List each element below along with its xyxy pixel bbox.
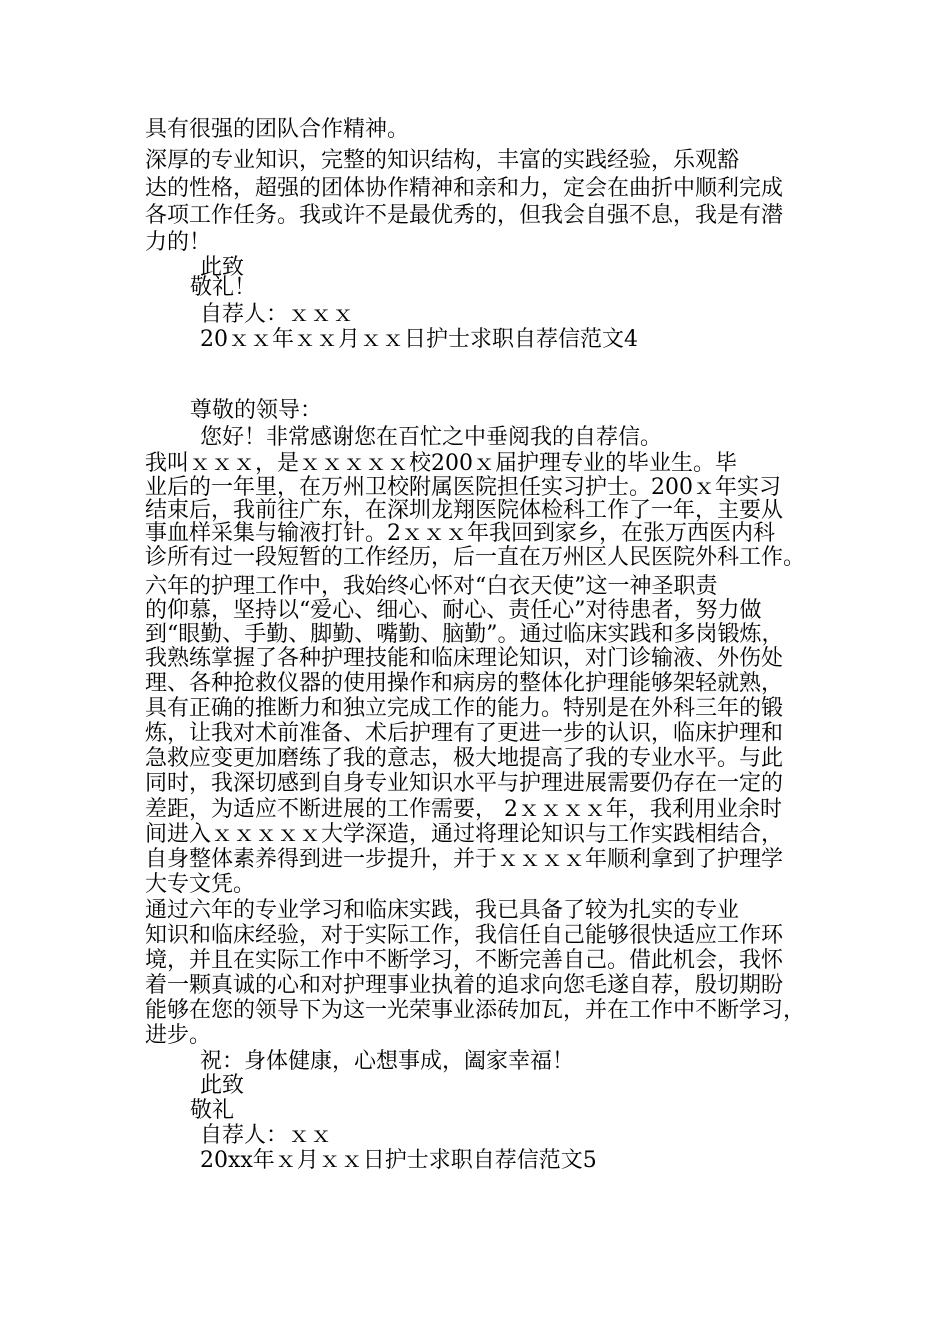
body-line: 间进入ｘｘｘｘｘ大学深造，通过将理论知识与工作实践相结合， [145,822,784,847]
body-line: 六年的护理工作中，我始终心怀对“白衣天使”这一神圣职责 [145,574,718,599]
body-line: 自身整体素养得到进一步提升，并于ｘｘｘｘ年顺利拿到了护理学 [145,847,784,872]
body-line: 具有很强的团队合作精神。 [145,117,410,142]
body-line: 到“眼勤、手勤、脚勤、嘴勤、脑勤”。通过临床实践和多岗锻炼， [145,622,784,647]
body-line: 同时，我深切感到自身专业知识水平与护理进展需要仍存在一定的 [145,771,784,796]
body-line: 深厚的专业知识，完整的知识结构，丰富的实践经验，乐观豁 [145,148,740,173]
date-and-title: 20xx年ｘ月ｘｘ日护士求职自荐信范文5 [200,1148,597,1173]
body-line: 通过六年的专业学习和临床实践，我已具备了较为扎实的专业 [145,898,740,923]
body-line: 进步。 [145,1023,212,1048]
body-line: 事血样采集与输液打针。2ｘｘｘ年我回到家乡，在张万西医内科 [145,521,775,546]
closing-line: 此致 [200,1073,245,1098]
wishes-line: 祝：身体健康，心想事成，阖家幸福！ [200,1049,575,1074]
date-and-title: 20ｘｘ年ｘｘ月ｘｘ日护士求职自荐信范文4 [200,327,638,352]
body-line: 达的性格，超强的团体协作精神和亲和力，定会在曲折中顺利完成 [145,176,784,201]
closing-line: 敬礼！ [190,275,257,300]
body-line: 着一颗真诚的心和对护理事业执着的追求向您毛遂自荐，殷切期盼 [145,973,784,998]
body-line: 差距，为适应不断进展的工作需要， 2ｘｘｘｘ年，我利用业余时 [145,797,782,822]
signature: 自荐人：ｘｘ [200,1123,333,1148]
closing-line: 此致 [200,255,245,280]
signature: 自荐人：ｘｘｘ [200,302,355,327]
body-line: 能够在您的领导下为这一光荣事业添砖加瓦，并在工作中不断学习， [145,998,806,1023]
salutation: 尊敬的领导： [190,398,323,423]
body-line: 境，并且在实际工作中不断学习，不断完善自己。借此机会，我怀 [145,948,784,973]
body-line: 我叫ｘｘｘ，是ｘｘｘｘｘ校200ｘ届护理专业的毕业生。毕 [145,451,737,476]
body-line: 大专文凭。 [145,872,256,897]
body-line: 理、各种抢救仪器的使用操作和病房的整体化护理能够架轻就熟， [145,671,784,696]
body-line: 具有正确的推断力和独立完成工作的能力。特别是在外科三年的锻 [145,696,784,721]
body-line: 知识和临床经验，对于实际工作，我信任自己能够很快适应工作环 [145,923,784,948]
body-line: 的仰慕，坚持以“爱心、细心、耐心、责任心”对待患者，努力做 [145,598,762,623]
body-line: 各项工作任务。我或许不是最优秀的，但我会自强不息，我是有潜 [145,203,784,228]
body-line: 炼，让我对术前准备、术后护理有了更进一步的认识，临床护理和 [145,721,784,746]
body-line: 急救应变更加磨练了我的意志，极大地提高了我的专业水平。与此 [145,746,784,771]
body-line: 力的！ [145,230,212,255]
body-line: 业后的一年里，在万州卫校附属医院担任实习护士。200ｘ年实习 [145,475,781,500]
greeting: 您好！非常感谢您在百忙之中垂阅我的自荐信。 [200,425,663,450]
closing-line: 敬礼 [190,1098,235,1123]
body-line: 诊所有过一段短暂的工作经历，后一直在万州区人民医院外科工作。 [145,545,806,570]
body-line: 我熟练掌握了各种护理技能和临床理论知识，对门诊输液、外伤处 [145,646,784,671]
body-line: 结束后，我前往广东，在深圳龙翔医院体检科工作了一年，主要从 [145,498,784,523]
